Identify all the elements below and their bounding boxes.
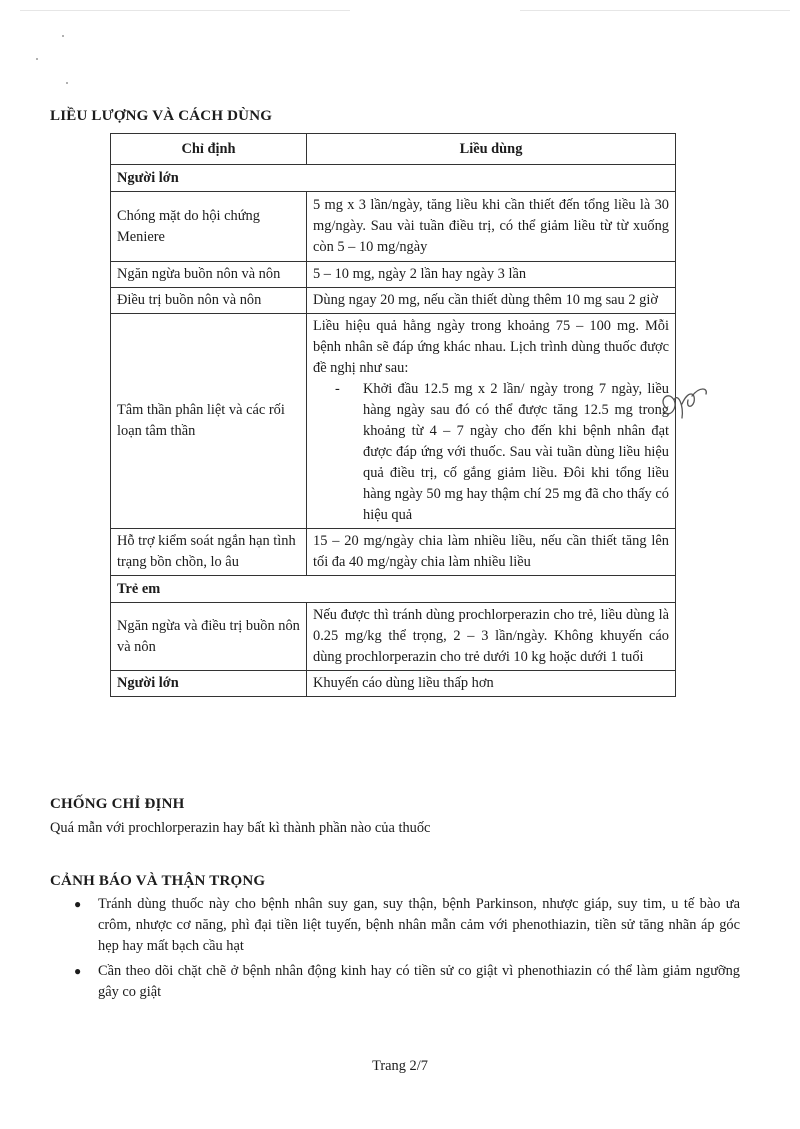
list-item <box>50 894 740 957</box>
group-label-adult: Người lớn <box>111 165 676 192</box>
table-header-row <box>111 134 676 165</box>
contraindication-text: Quá mẫn với prochlorperazin hay bất kì thành phần nào của thuốc <box>50 820 431 836</box>
warnings-heading: CẢNH BÁO VÀ THẬN TRỌNG <box>50 873 266 889</box>
warning-text: Tránh dùng thuốc này cho bệnh nhân suy gan, suy thận, bệnh Parkinson, nhược giáp, suy tim, u tế bào ưa crôm, nhược cơ năng, phì đại tiền liệt tuyến, bệnh nhân mẫn cảm với phenothiazin, tiền sử tăng nhãn áp góc hẹp hay mất bạch cầu hạt <box>98 896 740 954</box>
signature-icon <box>648 378 718 428</box>
dash-bullet-icon: - <box>335 381 340 397</box>
table-row <box>111 671 676 697</box>
table-row <box>111 314 676 529</box>
column-header-dosage: Liều dùng <box>307 134 676 165</box>
table-group-row <box>111 165 676 192</box>
table-row <box>111 288 676 314</box>
bullet-dot-icon: ● <box>74 897 82 911</box>
dosage-intro-text: Liều hiệu quả hằng ngày trong khoảng 75 – 100 mg. Mỗi bệnh nhân sẽ đáp ứng khác nhau. Lịch trình dùng thuốc được đề nghị như sau: <box>313 318 669 376</box>
dosage-cell <box>307 314 676 529</box>
group-label-child: Trẻ em <box>111 576 676 603</box>
indication-cell: Tâm thần phân liệt và các rối loạn tâm thần <box>111 314 307 529</box>
indication-cell: Ngăn ngừa buồn nôn và nôn <box>111 262 307 288</box>
list-item <box>50 961 740 1003</box>
indication-cell: Người lớn <box>111 671 307 697</box>
column-header-indication: Chỉ định <box>111 134 307 165</box>
list-item <box>335 379 669 526</box>
warning-text: Cần theo dõi chặt chẽ ở bệnh nhân động kinh hay có tiền sử co giật vì phenothiazin có thể làm giảm ngưỡng gây co giật <box>98 963 740 1000</box>
scan-edge-line <box>20 10 350 11</box>
warnings-list <box>50 894 740 1007</box>
table-row <box>111 529 676 576</box>
indication-cell: Điều trị buồn nôn và nôn <box>111 288 307 314</box>
scan-edge-line <box>520 10 790 11</box>
dosage-sublist <box>313 379 669 526</box>
indication-cell: Ngăn ngừa và điều trị buồn nôn và nôn <box>111 603 307 671</box>
table-group-row <box>111 576 676 603</box>
dosage-cell: 15 – 20 mg/ngày chia làm nhiều liều, nếu cần thiết tăng lên tối đa 40 mg/ngày chia làm nhiều liều <box>307 529 676 576</box>
dosage-cell: Dùng ngay 20 mg, nếu cần thiết dùng thêm 10 mg sau 2 giờ <box>307 288 676 314</box>
dosage-cell: 5 – 10 mg, ngày 2 lần hay ngày 3 lần <box>307 262 676 288</box>
scan-speck <box>36 58 38 60</box>
dosage-cell: 5 mg x 3 lần/ngày, tăng liều khi cần thiết đến tổng liều là 30 mg/ngày. Sau vài tuần điều trị, có thể giảm liều từ từ xuống còn 5 – 10 mg/ngày <box>307 192 676 262</box>
table-row <box>111 192 676 262</box>
dosage-table <box>110 133 676 697</box>
table-row <box>111 262 676 288</box>
contraindication-heading: CHỐNG CHỈ ĐỊNH <box>50 796 185 812</box>
indication-cell: Chóng mặt do hội chứng Meniere <box>111 192 307 262</box>
scan-speck <box>66 82 68 84</box>
scan-speck <box>62 35 64 37</box>
bullet-dot-icon: ● <box>74 964 82 978</box>
dosage-item-text: Khởi đầu 12.5 mg x 2 lần/ ngày trong 7 ngày, liều hàng ngày sau đó có thể được tăng 12.5 mg trong khoảng từ 4 – 7 ngày cho đến khi bệnh nhân đạt được đáp ứng với thuốc. Sau vài tuần dùng liều hiệu quả điều trị, cố gắng giảm liều. Đôi khi tổng liều hàng ngày 50 mg hay thậm chí 25 mg đã cho thấy có hiệu quả <box>363 381 669 523</box>
table-row <box>111 603 676 671</box>
page-number: Trang 2/7 <box>372 1058 428 1074</box>
indication-cell: Hỗ trợ kiểm soát ngắn hạn tình trạng bồn chồn, lo âu <box>111 529 307 576</box>
dosage-heading: LIỀU LƯỢNG VÀ CÁCH DÙNG <box>50 108 273 124</box>
dosage-cell: Khuyến cáo dùng liều thấp hơn <box>307 671 676 697</box>
dosage-cell: Nếu được thì tránh dùng prochlorperazin cho trẻ, liều dùng là 0.25 mg/kg thể trọng, 2 – 3 lần/ngày. Không khuyến cáo dùng prochlorperazin cho trẻ dưới 10 kg hoặc dưới 1 tuổi <box>307 603 676 671</box>
